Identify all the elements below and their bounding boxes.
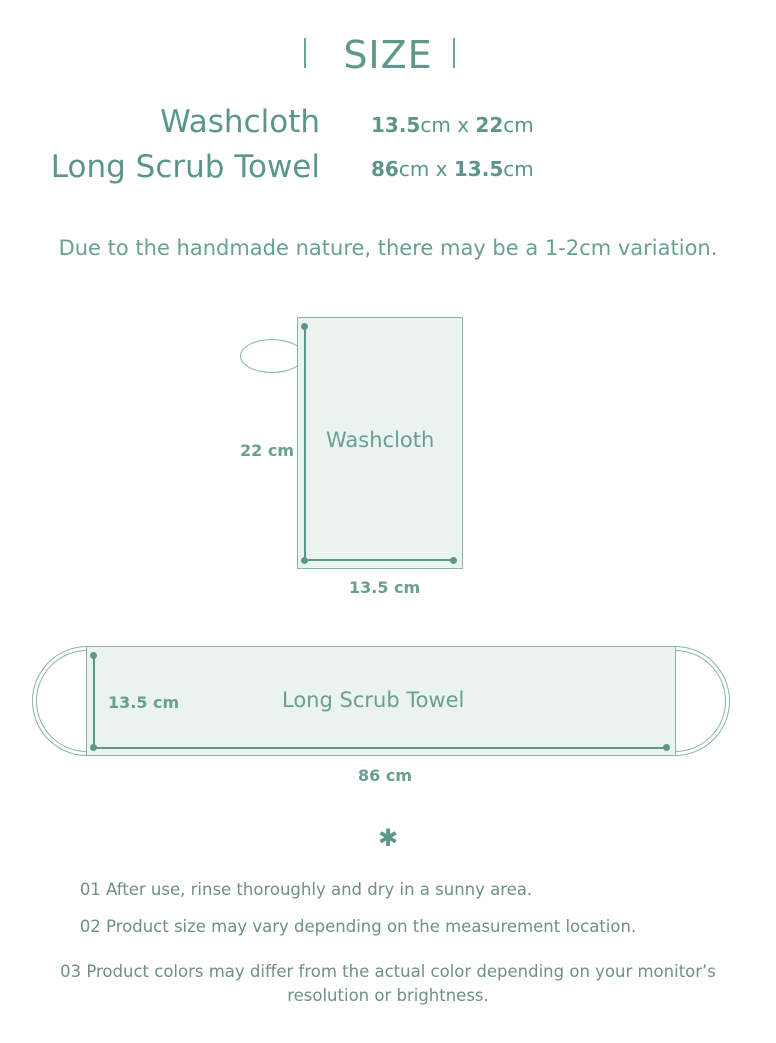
care-note-3: 03 Product colors may differ from the actual color depending on your monitor’s resolution or brightness.: [60, 962, 716, 1005]
towel-dot-top: [90, 652, 97, 659]
towel-width-line: [94, 747, 666, 749]
washcloth-dot-corner: [301, 557, 308, 564]
washcloth-hanging-loop: [240, 339, 304, 373]
asterisk-separator: ✱: [377, 824, 399, 852]
washcloth-dot-top: [301, 323, 308, 330]
towel-height-line: [93, 655, 95, 748]
care-note-2: 02 Product size may vary depending on the measurement location.: [79, 917, 637, 936]
title-divider-right: [453, 38, 455, 68]
towel-width-label: 86 cm: [358, 766, 412, 785]
towel-dot-corner: [90, 744, 97, 751]
variation-note: Due to the handmade nature, there may be a 1-2cm variation.: [58, 236, 718, 260]
spec-dimensions-washcloth: 13.5cm x 22cm: [371, 113, 534, 137]
page-title: SIZE: [343, 33, 433, 77]
towel-dot-right: [663, 744, 670, 751]
washcloth-width-line: [305, 559, 453, 561]
washcloth-width-label: 13.5 cm: [349, 578, 421, 597]
care-note-1: 01 After use, rinse thoroughly and dry in a sunny area.: [79, 880, 533, 899]
towel-height-label: 13.5 cm: [108, 693, 180, 712]
washcloth-height-label: 22 cm: [240, 441, 294, 460]
towel-label: Long Scrub Towel: [282, 688, 465, 712]
spec-name-long-scrub-towel: Long Scrub Towel: [50, 149, 320, 185]
spec-name-washcloth: Washcloth: [160, 104, 320, 140]
washcloth-height-line: [304, 326, 306, 561]
spec-dimensions-long-scrub-towel: 86cm x 13.5cm: [371, 157, 534, 181]
washcloth-dot-right: [450, 557, 457, 564]
washcloth-label: Washcloth: [326, 428, 435, 452]
